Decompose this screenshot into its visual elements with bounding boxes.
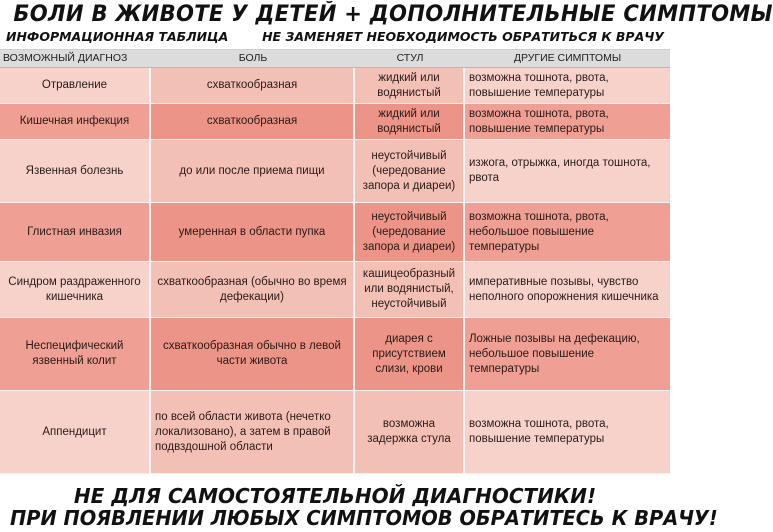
table-row — [0, 203, 670, 262]
cell-pain: до или после приема пищи — [151, 140, 355, 202]
cell-diagnosis: Глистная инвазия — [0, 203, 151, 261]
header-diagnosis: ВОЗМОЖНЫЙ ДИАГНОЗ — [3, 52, 128, 64]
header-stool: СТУЛ — [396, 52, 424, 64]
cell-pain: схваткообразная — [151, 68, 355, 103]
table-row — [0, 68, 670, 104]
cell-other: возможна тошнота, рвота, небольшое повышение температуры — [465, 203, 670, 261]
cell-pain: схваткообразная (обычно во время дефекации) — [151, 262, 355, 317]
subtitle-disclaimer: НЕ ЗАМЕНЯЕТ НЕОБХОДИМОСТЬ ОБРАТИТЬСЯ К ВРАЧУ — [262, 29, 664, 44]
cell-pain: схваткообразная обычно в левой части живота — [151, 318, 355, 390]
subtitle-info-table: ИНФОРМАЦИОННАЯ ТАБЛИЦА — [6, 29, 229, 44]
cell-other: возможна тошнота, рвота, повышение температуры — [465, 68, 670, 103]
cell-stool: возможна задержка стула — [355, 391, 465, 473]
cell-diagnosis: Язвенная болезнь — [0, 140, 151, 202]
cell-stool: кашицеобразный или водянистый, неустойчивый — [355, 262, 465, 317]
cell-diagnosis: Отравление — [0, 68, 151, 103]
table-row — [0, 262, 670, 318]
table-header-row — [0, 50, 670, 68]
cell-diagnosis: Аппендицит — [0, 391, 151, 473]
cell-diagnosis: Кишечная инфекция — [0, 104, 151, 139]
cell-pain: умеренная в области пупка — [151, 203, 355, 261]
cell-stool: диарея с присутствием слизи, крови — [355, 318, 465, 390]
cell-pain: схваткообразная — [151, 104, 355, 139]
table-row — [0, 140, 670, 203]
symptoms-table — [0, 49, 670, 474]
cell-diagnosis: Неспецифический язвенный колит — [0, 318, 151, 390]
cell-other: изжога, отрыжка, иногда тошнота, рвота — [465, 140, 670, 202]
cell-other: императивные позывы, чувство неполного опорожнения кишечника — [465, 262, 670, 317]
table-row — [0, 318, 670, 391]
cell-other: возможна тошнота, рвота, повышение температуры — [465, 104, 670, 139]
header-other: ДРУГИЕ СИМПТОМЫ — [513, 52, 622, 64]
table-row — [0, 104, 670, 140]
cell-pain: по всей области живота (нечетко локализовано), а затем в правой подвздошной области — [151, 391, 355, 473]
footer-warning-2: ПРИ ПОЯВЛЕНИИ ЛЮБЫХ СИМПТОМОВ ОБРАТИТЕСЬ К ВРАЧУ! — [10, 506, 718, 530]
cell-other: Ложные позывы на дефекацию, небольшое повышение температуры — [465, 318, 670, 390]
cell-stool: неустойчивый (чередование запора и диареи) — [355, 203, 465, 261]
footer-warning-1: НЕ ДЛЯ САМОСТОЯТЕЛЬНОЙ ДИАГНОСТИКИ! — [73, 484, 597, 508]
cell-diagnosis: Синдром раздраженного кишечника — [0, 262, 151, 317]
cell-stool: неустойчивый (чередование запора и диареи) — [355, 140, 465, 202]
cell-stool: жидкий или водянистый — [355, 68, 465, 103]
table-row — [0, 391, 670, 474]
header-pain: БОЛЬ — [238, 52, 268, 64]
page-title: БОЛИ В ЖИВОТЕ У ДЕТЕЙ + ДОПОЛНИТЕЛЬНЫЕ СИМПТОМЫ — [13, 2, 773, 27]
cell-stool: жидкий или водянистый — [355, 104, 465, 139]
cell-other: возможна тошнота, рвота, повышение температуры — [465, 391, 670, 473]
